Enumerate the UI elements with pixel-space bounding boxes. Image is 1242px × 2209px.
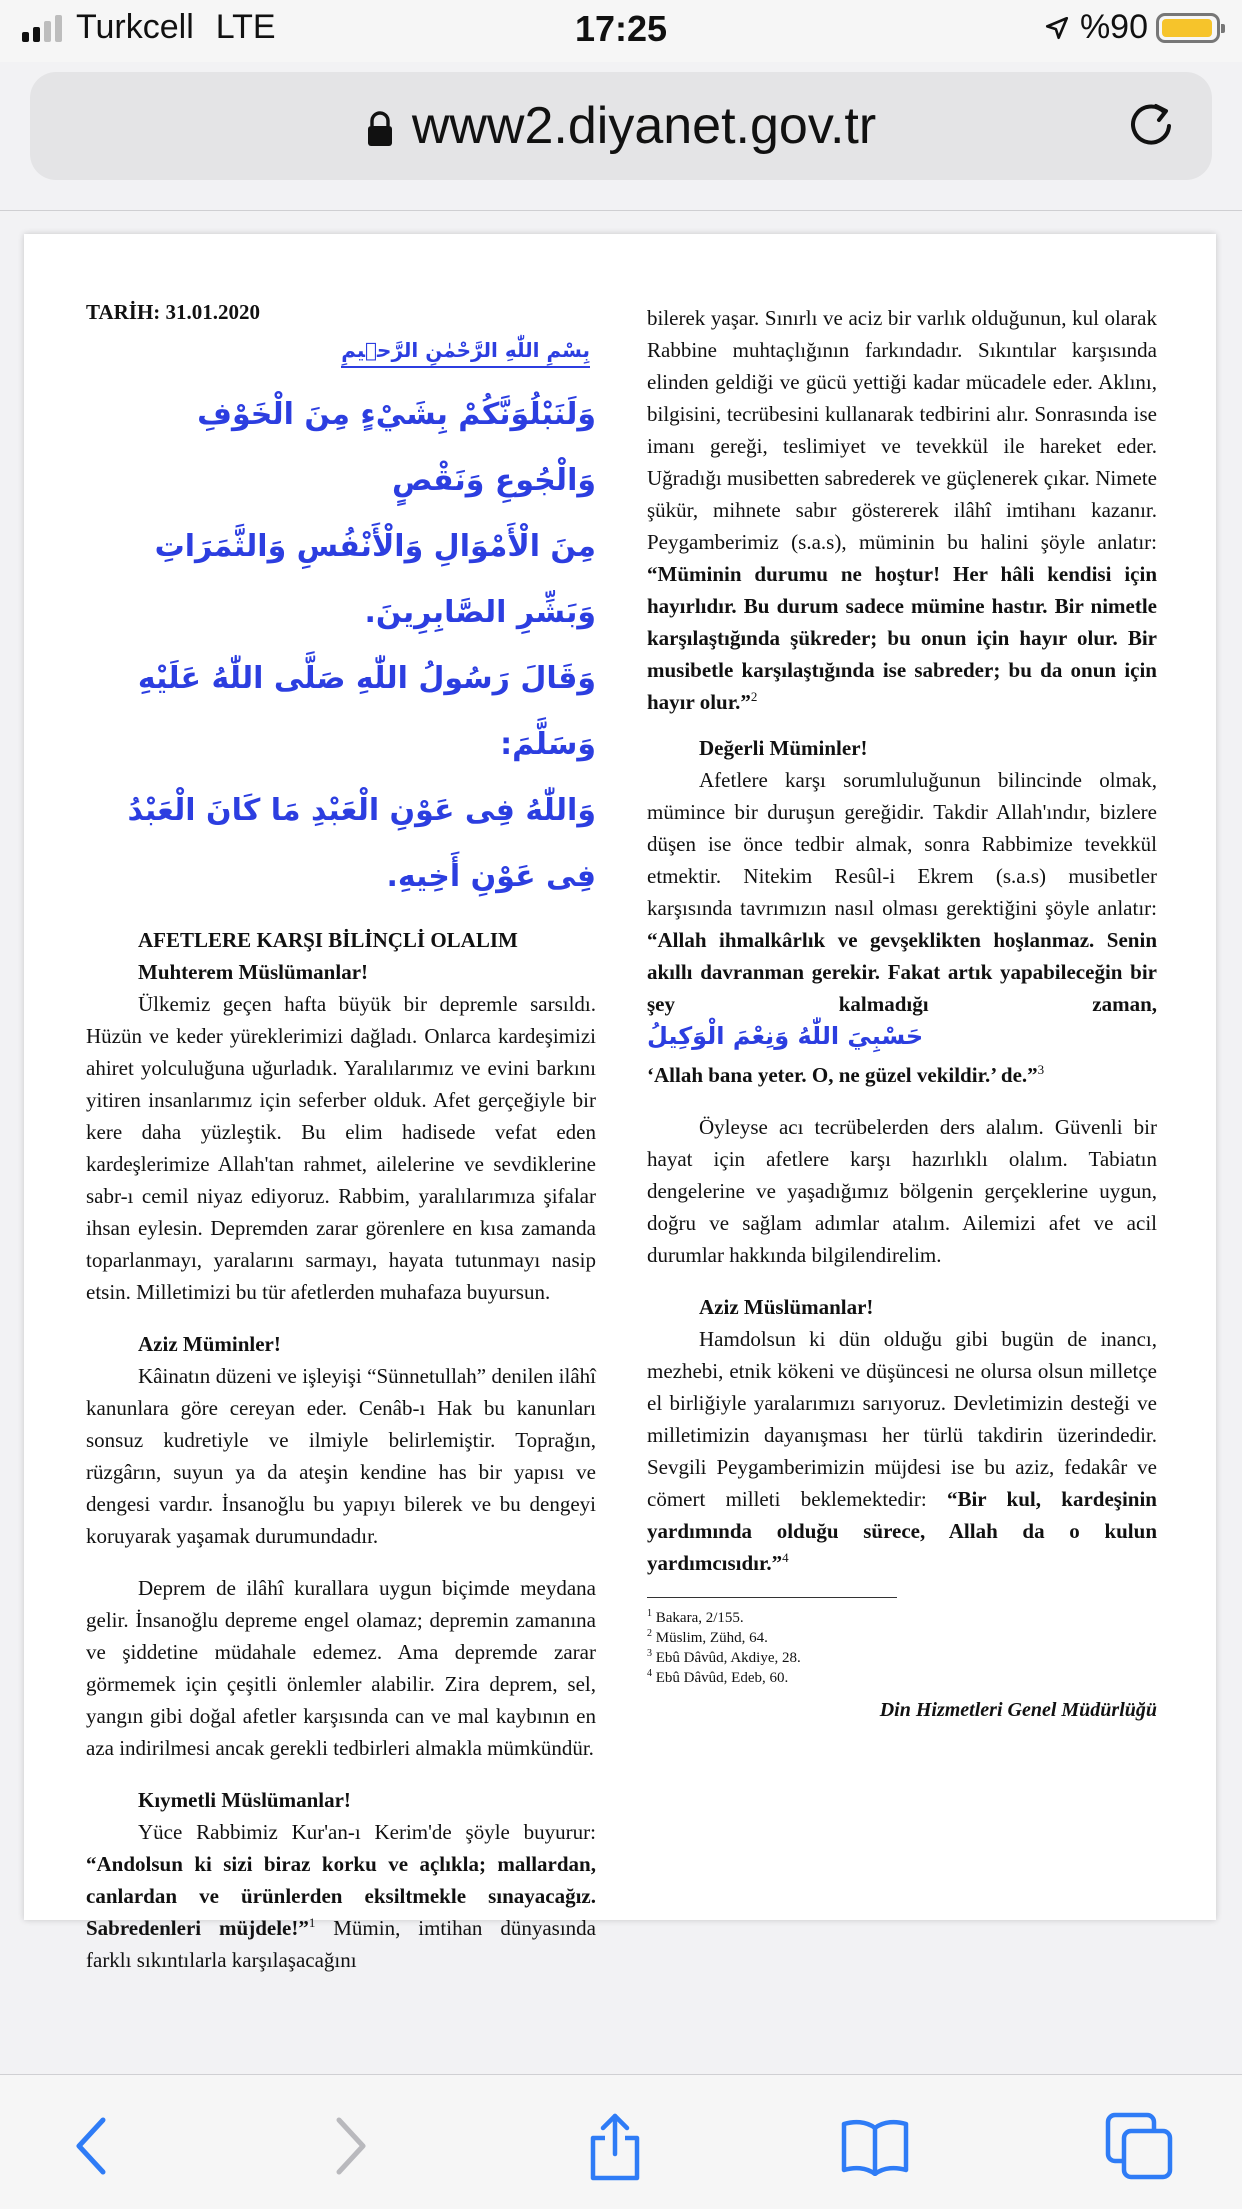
- tabs-button[interactable]: [1104, 2111, 1174, 2181]
- heading-aziz-musl: Aziz Müslümanlar!: [699, 1295, 874, 1319]
- paragraph-8: [647, 1323, 1157, 1579]
- battery-percent: %90: [1079, 8, 1148, 46]
- footnote-4-text: Ebû Dâvûd, Edeb, 60.: [652, 1670, 789, 1686]
- chevron-left-icon: [71, 2116, 111, 2176]
- paragraph-4-text: Yüce Rabbimiz Kur'an-ı Kerim'de şöyle buyurur:: [138, 1820, 596, 1844]
- footnote-3: [647, 1648, 1157, 1668]
- signature: Din Hizmetleri Genel Müdürlüğü: [879, 1699, 1157, 1721]
- footnote-3-num: 3: [647, 1648, 652, 1659]
- paragraph-6-text: Afetlere karşı sorumluluğunun bilincinde olmak, mümince bir duruşun gereğidir. Takdir Allah'ındır, bizlere düşen ise önce tedbir almak, sonra Rabbimize tevekkül etmektir. Nitekim Resûl-i Ekrem (s.a.s) musibetler karşısında tavrımızın nasıl olması gerektiğini şöyle anlatır:: [647, 768, 1157, 920]
- hadith-quote-3: “Bir kul, kardeşinin yardımında olduğu sürece, Allah da o kulun yardımcısıdır.”: [647, 1487, 1157, 1575]
- paragraph-6: [647, 764, 1157, 1053]
- footnote-divider: [647, 1597, 897, 1598]
- paragraph-5: [647, 302, 1157, 718]
- tabs-icon: [1104, 2111, 1174, 2181]
- footnote-4-num: 4: [647, 1668, 652, 1679]
- hadith-quote-1: “Müminin durumu ne hoştur! Her hâli kendisi için hayırlıdır. Bu durum sadece mümine hastır. Bir nimetle karşılaştığında şükreder; bu onun için hayır olur. Bir musibetle karşılaştığında ise sabreder; bu da onun için hayır olur.”: [647, 562, 1157, 714]
- paragraph-4-end: Mümin, imtihan dünyasında farklı sıkıntılarla karşılaşacağını: [86, 1916, 596, 1972]
- location-arrow-icon: [1044, 15, 1070, 41]
- clock: 17:25: [574, 8, 668, 49]
- right-column: [647, 302, 1157, 1726]
- reload-icon[interactable]: [1124, 98, 1178, 152]
- footnote-ref-3[interactable]: 3: [1037, 1062, 1045, 1077]
- address-bar[interactable]: [30, 72, 1212, 180]
- footnote-ref-4[interactable]: 4: [782, 1550, 789, 1565]
- footnote-3-text: Ebû Dâvûd, Akdiye, 28.: [652, 1650, 801, 1666]
- footnote-ref-2[interactable]: 2: [750, 689, 758, 704]
- ayah-line-1: وَلَنَبْلُوَنَّكُمْ بِشَيْءٍ مِنَ الْخَوْفِ وَالْجُوعِ وَنَقْصٍ: [197, 397, 596, 498]
- hadith-quote-2: “Allah ihmalkârlık ve gevşeklikten hoşlanmaz. Senin akıllı davranman gerekir. Fakat artık yapabileceğin bir şey kalmadığı zaman,: [647, 928, 1157, 1016]
- footnote-2-num: 2: [647, 1628, 652, 1639]
- carrier-name: Turkcell: [76, 8, 194, 46]
- bottom-toolbar: [0, 2074, 1242, 2209]
- url-text: www2.diyanet.gov.tr: [411, 97, 877, 155]
- paragraph-4: [86, 1816, 596, 1976]
- footnote-4: [647, 1668, 1157, 1688]
- heading-muhterem: Muhterem Müslümanlar!: [138, 960, 369, 984]
- bookmarks-button[interactable]: [840, 2111, 910, 2181]
- ayah-line-2: مِنَ الْأَمْوَالِ وَالْأَنْفُسِ وَالثَّمَرَاتِ وَبَشِّرِ الصَّابِرِينَ.: [154, 529, 596, 630]
- quran-quote: “Andolsun ki sizi biraz korku ve açlıkla; mallardan, canlardan ve ürünlerden eksiltmekle sınayacağız. Sabredenleri müjdele!”: [86, 1852, 596, 1940]
- paragraph-5-text: bilerek yaşar. Sınırlı ve aciz bir varlık olduğunun, kul olarak Rabbine muhtaçlığının farkındadır. Sıkıntılar karşısında elinden geldiği ve gücü yettiği kadar mücadele eder. Aklını, bilgisini, tecrübesini kullanarak tedbirini alır. Sonrasında ise imanı gereği, teslimiyet ve tevekkül ile hareket eder. Uğradığı musibetten sabrederek ve güçlenerek çıkar. Nimete şükür, mihnete sabır göstererek ilâhî imtihanı kazanır. Peygamberimiz (s.a.s), müminin bu halini şöyle anlatır:: [647, 306, 1157, 554]
- back-button[interactable]: [56, 2111, 126, 2181]
- heading-degerli: Değerli Müminler!: [699, 736, 868, 760]
- document-date: TARİH: 31.01.2020: [86, 300, 261, 324]
- basmala: [86, 334, 596, 366]
- status-bar: [0, 0, 1242, 62]
- chevron-right-icon: [331, 2116, 371, 2176]
- left-column: [86, 296, 596, 1976]
- hadith-line: وَاللّٰهُ فِى عَوْنِ الْعَبْدِ مَا كَانَ الْعَبْدُ فِى عَوْنِ أَخِيهِ.: [127, 793, 596, 894]
- hadith-quote-2-end: ‘Allah bana yeter. O, ne güzel vekildir.’ de.”: [647, 1063, 1038, 1087]
- url-display[interactable]: [30, 96, 1212, 156]
- network-type: LTE: [215, 8, 276, 46]
- footnote-ref-1[interactable]: 1: [308, 1915, 316, 1930]
- hadith-intro-line: وَقَالَ رَسُولُ اللّٰهِ صَلَّى اللّٰهُ عَلَيْهِ وَسَلَّمَ:: [137, 661, 596, 762]
- basmala-text: بِسْمِ اللّٰهِ الرَّحْمٰنِ الرَّح۪يمِ: [341, 338, 590, 368]
- paragraph-3: Deprem de ilâhî kurallara uygun biçimde meydana gelir. İnsanoğlu depreme engel olamaz; depremin zamanına ve şiddetine müdahale edemez. Ama depremde zarar görmemek için çeşitli önlemler alabilir. Zira deprem, sel, yangın gibi doğal afetler karşısında can ve mal kaybının en aza indirilmesi ancak gerekli tedbirleri almakla mümkündür.: [86, 1576, 596, 1760]
- paragraph-7: Öyleyse acı tecrübelerden ders alalım. Güvenli bir hayat için afetlere karşı hazırlıklı olalım. Tabiatın dengelerine ve yaşadığımız bölgenin gerçeklerine uygun, doğru ve sağlam adımlar atalım. Ailemizi afet ve acil durumlar hakkında bilgilendirelim.: [647, 1115, 1157, 1267]
- paragraph-6-end: [647, 1059, 1157, 1091]
- heading-kiymetli: Kıymetli Müslümanlar!: [138, 1788, 351, 1812]
- share-button[interactable]: [580, 2111, 650, 2181]
- book-icon: [840, 2116, 910, 2176]
- share-icon: [585, 2110, 645, 2182]
- status-right-group: [1044, 8, 1220, 47]
- paragraph-8-text: Hamdolsun ki dün olduğu gibi bugün de inancı, mezhebi, etnik kökeni ve düşüncesi ne olursa olsun milletçe el birliğiyle yaralarımızı sarıyoruz. Devletimizin desteği ve milletimizin dayanışması her türlü takdirin üzerindedir. Sevgili Peygamberimizin müjdesi ise bu aziz, fedakâr ve cömert milleti beklemektedir:: [647, 1327, 1157, 1511]
- paragraph-1: Ülkemiz geçen hafta büyük bir depremle sarsıldı. Hüzün ve keder yüreklerimizi dağladı. Onlarca kardeşimizi ahiret yolculuğuna uğurladık. Yaralılarımız ve evini barkını yitiren insanlarımız için seferber olduk. Afet gerçeğiyle bir kere daha yüzleştik. Bu elim hadisede vefat eden kardeşlerimize Allah'tan rahmet, ailelerine ve sevdiklerine sabr-ı cemil niyaz ediyoruz. Rabbim, yaralılarımıza şifalar ihsan eylesin. Depremden zarar görenlere en kısa zamanda toparlanmayı, yaralarını sarmayı, hayata tutunmayı nasip etsin. Milletimizi bu tür afetlerden muhafaza buyursun.: [86, 992, 596, 1304]
- header-divider: [0, 210, 1242, 211]
- footnote-1: [647, 1608, 1157, 1628]
- forward-button[interactable]: [316, 2111, 386, 2181]
- paragraph-2: Kâinatın düzeni ve işleyişi “Sünnetullah” denilen ilâhî kanunlara göre cereyan eder. Cenâb-ı Hak bu kanunları sonsuz kudretiyle ve ilmiyle belirlemiştir. Toprağın, rüzgârın, suyun ya da ateşin kendine has bir yapısı ve dengesi vardır. İnsanoğlu bu yapıyı bilerek ve bu dengeyi koruyarak yaşamak durumundadır.: [86, 1364, 596, 1548]
- heading-aziz-mum: Aziz Müminler!: [138, 1332, 281, 1356]
- arabic-phrase: حَسْبِيَ اللّٰهُ وَنِعْمَ الْوَكِيلُ: [647, 1022, 924, 1050]
- footnote-1-text: Bakara, 2/155.: [652, 1610, 744, 1626]
- battery-icon: [1156, 13, 1220, 43]
- sermon-title: AFETLERE KARŞI BİLİNÇLİ OLALIM: [138, 928, 518, 952]
- footnote-2-text: Müslim, Zühd, 64.: [652, 1630, 768, 1646]
- footnote-2: [647, 1628, 1157, 1648]
- lock-icon: [366, 110, 394, 148]
- footnote-1-num: 1: [647, 1608, 652, 1619]
- document-page: [24, 234, 1216, 1972]
